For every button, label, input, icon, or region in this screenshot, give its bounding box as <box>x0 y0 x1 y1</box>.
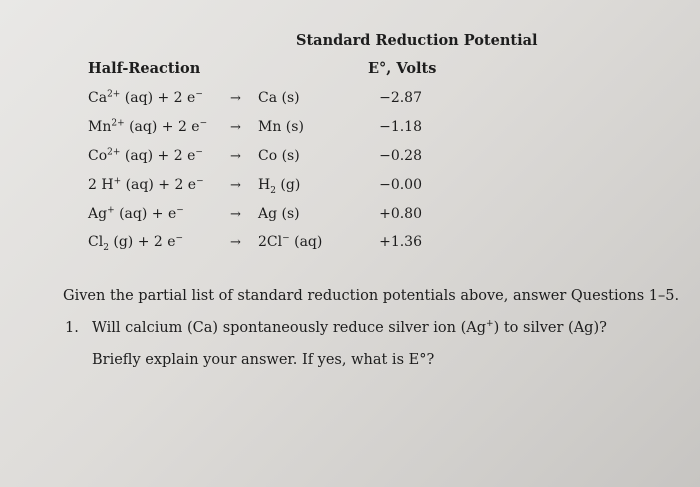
question-line-2: Briefly explain your answer. If yes, what is E°? <box>92 352 435 368</box>
potential-header: E°, Volts <box>368 60 437 77</box>
reactant-cell: Ag+ (aq) + e− <box>88 205 184 222</box>
question-number: 1. <box>65 320 79 336</box>
potential-value: −0.00 <box>379 177 422 193</box>
product-cell: Ag (s) <box>258 206 300 222</box>
product-cell: Ca (s) <box>258 90 300 106</box>
potential-value: +0.80 <box>379 206 422 222</box>
arrow-icon: → <box>230 207 241 222</box>
product-cell: 2Cl− (aq) <box>258 233 323 250</box>
arrow-icon: → <box>230 91 241 106</box>
arrow-icon: → <box>230 149 241 164</box>
question-line-1: Will calcium (Ca) spontaneously reduce silver ion (Ag+) to silver (Ag)? <box>92 319 607 336</box>
table-title: Standard Reduction Potential <box>296 32 538 49</box>
reactant-cell: $Mn^{2+}$ (aq) + 2 e− <box>88 118 208 135</box>
potential-value: −0.28 <box>379 148 422 164</box>
reactant-cell: 2 H+ (aq) + 2 e− <box>88 176 204 193</box>
arrow-icon: → <box>230 178 241 193</box>
arrow-icon: → <box>230 120 241 135</box>
potential-value: +1.36 <box>379 234 422 250</box>
question-intro: Given the partial list of standard reduction potentials above, answer Questions 1–5. <box>63 288 680 304</box>
half-reaction-header: Half-Reaction <box>88 60 201 77</box>
arrow-icon: → <box>230 235 241 250</box>
reactant-cell: $Cl_2$ (g) + 2 e− <box>88 233 184 253</box>
product-cell: Mn (s) <box>258 119 304 135</box>
potential-value: −1.18 <box>379 119 422 135</box>
reactant-cell: $Co^{2+}$ (aq) + 2 e− <box>88 147 203 164</box>
potential-value: −2.87 <box>379 90 422 106</box>
product-cell: Co (s) <box>258 148 300 164</box>
product-cell: $H_2$ (g) <box>258 177 301 196</box>
reactant-cell: $Ca^{2+}$ (aq) + 2 e− <box>88 89 203 106</box>
